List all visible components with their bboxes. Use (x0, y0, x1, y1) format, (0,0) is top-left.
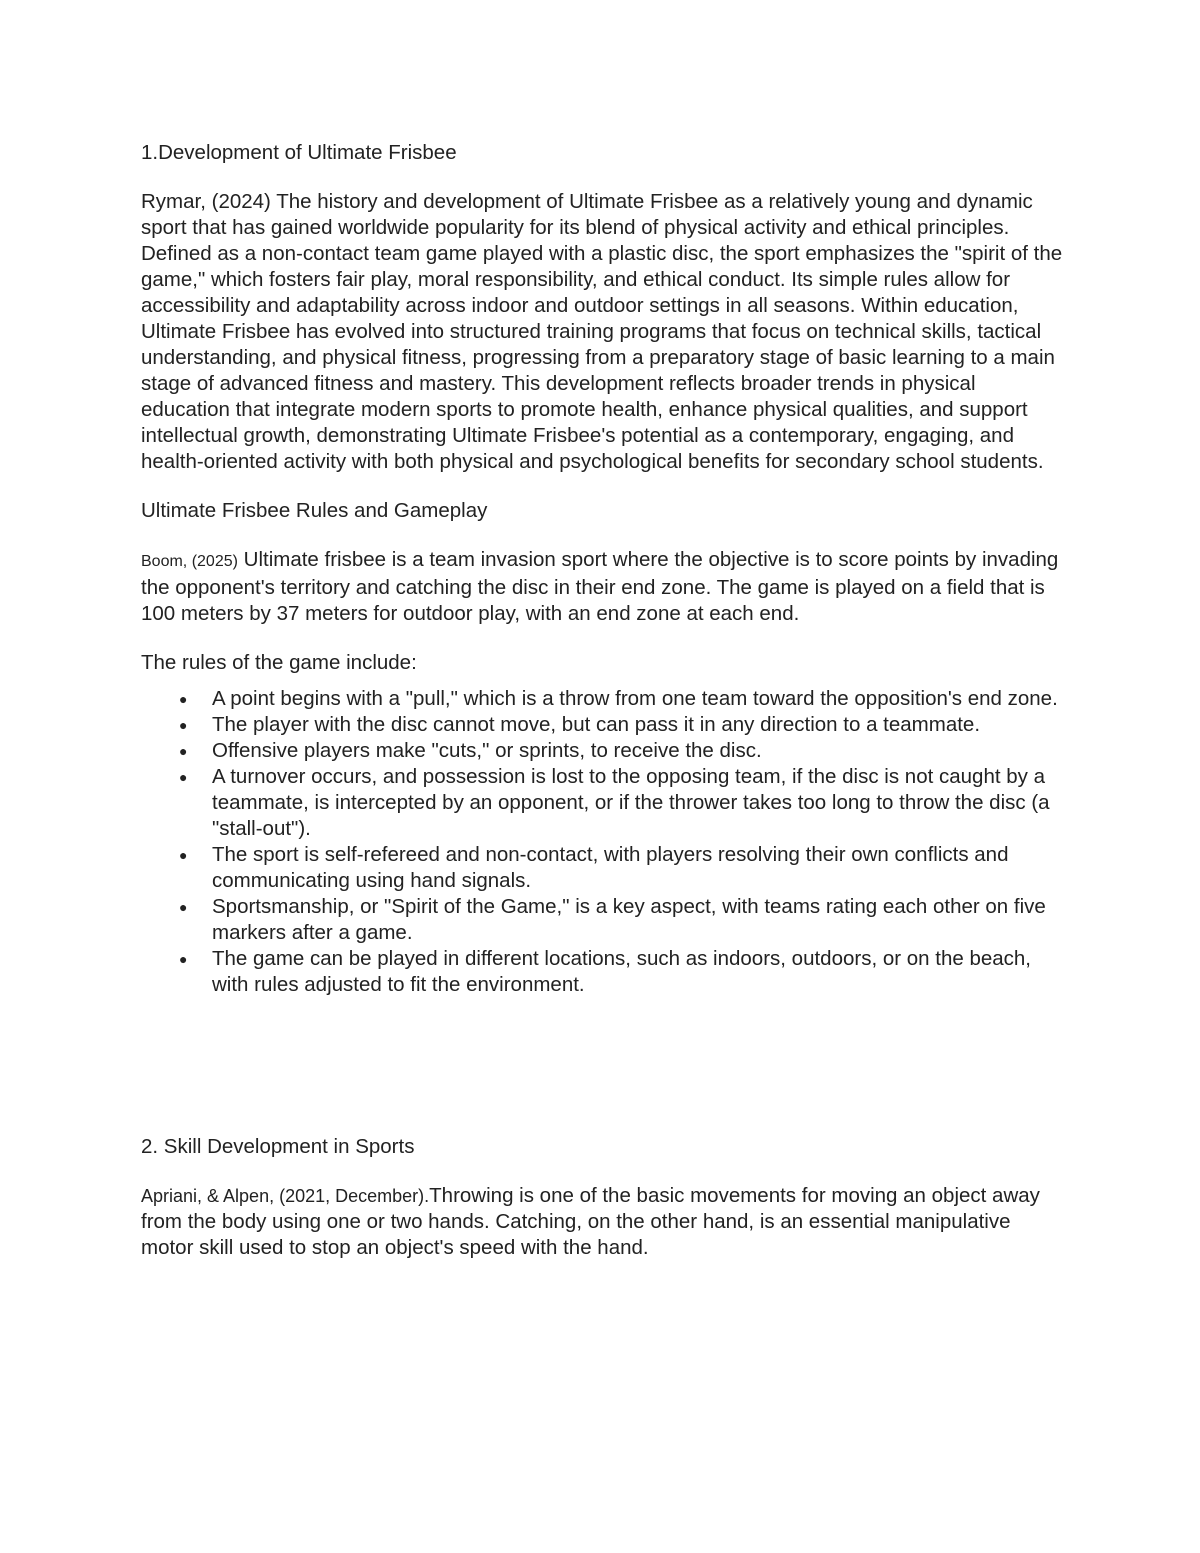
bullet-icon: ● (179, 769, 188, 785)
rules-paragraph-text: Ultimate frisbee is a team invasion sport where the objective is to score points by invading the opponent's territory and catching the disc in their end zone. The game is played on a field that is 100 meters by 37 meters for outdoor play, with an end zone at each end. (141, 548, 1059, 625)
list-item (141, 842, 1066, 894)
bullet-icon: ● (179, 691, 188, 707)
list-item-text: The game can be played in different locations, such as indoors, outdoors, or on the beach, with rules adjusted to fit the environment. (212, 947, 1031, 996)
list-item (141, 764, 1066, 842)
list-item (141, 946, 1066, 998)
rules-heading: Ultimate Frisbee Rules and Gameplay (141, 499, 488, 522)
bullet-icon: ● (179, 951, 188, 967)
section2-citation: Apriani, & Alpen, (2021, December). (141, 1186, 430, 1206)
rules-paragraph (141, 547, 1066, 627)
list-item (141, 712, 1066, 738)
section1-heading: 1.Development of Ultimate Frisbee (141, 141, 457, 164)
bullet-icon: ● (179, 899, 188, 915)
section2-paragraph (141, 1183, 1066, 1261)
bullet-icon: ● (179, 743, 188, 759)
bullet-icon: ● (179, 847, 188, 863)
list-item-text: The player with the disc cannot move, but can pass it in any direction to a teammate. (212, 713, 981, 736)
rules-citation: Boom, (2025) (141, 553, 238, 570)
rules-list (141, 686, 1066, 998)
bullet-icon: ● (179, 717, 188, 733)
list-item-text: The sport is self-refereed and non-contact, with players resolving their own conflicts and communicating using hand signals. (212, 843, 1009, 892)
section2-heading: 2. Skill Development in Sports (141, 1135, 415, 1158)
list-item (141, 894, 1066, 946)
list-item-text: Offensive players make "cuts," or sprints, to receive the disc. (212, 739, 762, 762)
document-page (141, 140, 1066, 1284)
list-item-text: A turnover occurs, and possession is lost to the opposing team, if the disc is not caught by a teammate, is intercepted by an opponent, or if the thrower takes too long to throw the disc (a "stall-out"). (212, 765, 1050, 840)
section1-paragraph: Rymar, (2024) The history and development of Ultimate Frisbee as a relatively young and dynamic sport that has gained worldwide popularity for its blend of physical activity and ethical principles. Defined as a non-contact team game played with a plastic disc, the sport emphasizes the "spirit of the game," which fosters fair play, moral responsibility, and ethical conduct. Its simple rules allow for accessibility and adaptability across indoor and outdoor settings in all seasons. Within education, Ultimate Frisbee has evolved into structured training programs that focus on technical skills, tactical understanding, and physical fitness, progressing from a preparatory stage of basic learning to a main stage of advanced fitness and mastery. This development reflects broader trends in physical education that integrate modern sports to promote health, enhance physical qualities, and support intellectual growth, demonstrating Ultimate Frisbee's potential as a contemporary, engaging, and health-oriented activity with both physical and psychological benefits for secondary school students. (141, 190, 1063, 473)
list-item (141, 686, 1066, 712)
list-item (141, 738, 1066, 764)
blank-spacer (141, 998, 1066, 1134)
list-item-text: Sportsmanship, or "Spirit of the Game," is a key aspect, with teams rating each other on five markers after a game. (212, 895, 1046, 944)
section2-paragraph-text: Throwing is one of the basic movements for moving an object away from the body using one or two hands. Catching, on the other hand, is an essential manipulative motor skill used to stop an object's speed with the hand. (141, 1184, 1040, 1259)
rules-list-intro: The rules of the game include: (141, 651, 417, 674)
list-item-text: A point begins with a "pull," which is a throw from one team toward the opposition's end zone. (212, 687, 1058, 710)
